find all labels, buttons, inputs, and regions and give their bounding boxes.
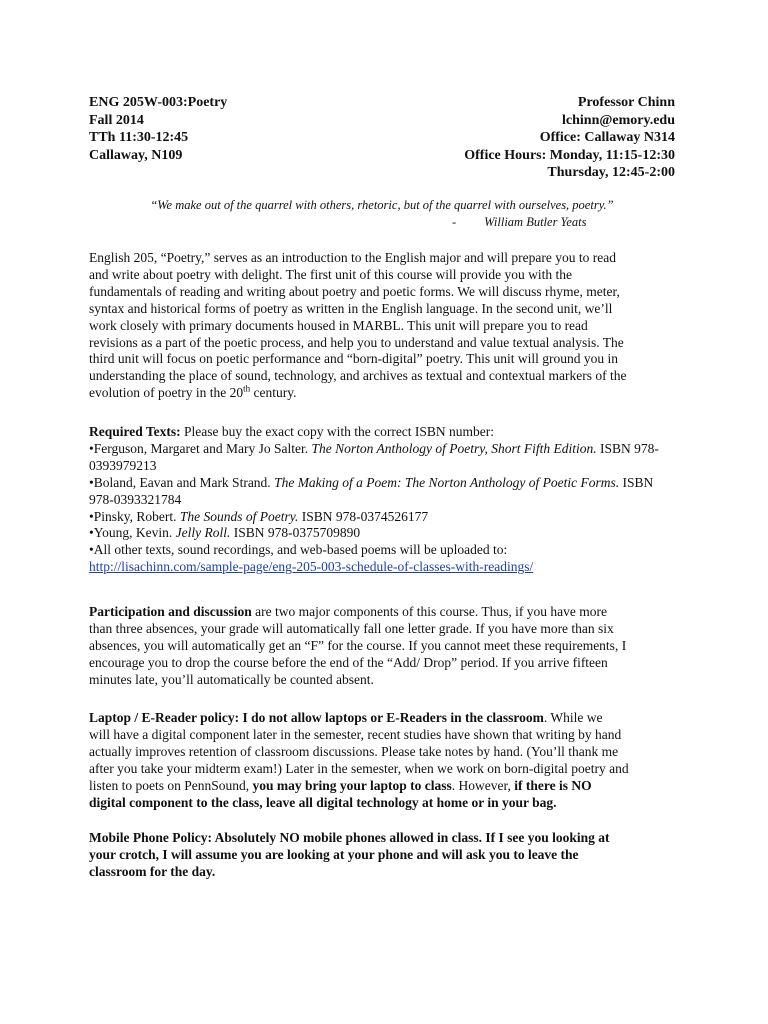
course-time: TTh 11:30-12:45 — [89, 130, 189, 145]
book-isbn: ISBN 978- — [596, 440, 659, 456]
laptop-text: . While we — [543, 710, 603, 725]
book-author: •Boland, Eavan and Mark Strand. — [89, 474, 275, 490]
intro-line — [89, 385, 675, 402]
book-author: •Young, Kevin. — [89, 525, 176, 541]
participation-section — [89, 604, 675, 689]
mobile-policy-text: Mobile Phone Policy: Absolutely NO mobile phones allowed in class. If I see you looking at — [89, 830, 610, 845]
laptop-line — [89, 795, 675, 812]
professor-name: Professor Chinn — [577, 95, 675, 110]
professor-email: lchinn@emory.edu — [562, 112, 675, 128]
laptop-line: after you take your midterm exam!) Later in the semester, when we work on born-digital poetry and — [89, 760, 629, 776]
book-isbn-cont: 0393979213 — [89, 457, 157, 473]
book-entry — [89, 525, 675, 542]
readings-link-line — [89, 559, 675, 576]
laptop-policy-section — [89, 710, 675, 811]
intro-paragraph — [89, 250, 675, 402]
book-author: •Ferguson, Margaret and Mary Jo Salter. — [89, 440, 312, 456]
book-entry — [89, 509, 675, 526]
mobile-policy-text: your crotch, I will assume you are looking at your phone and will ask you to leave the — [89, 846, 579, 862]
readings-link[interactable]: http://lisachinn.com/sample-page/eng-205-003-schedule-of-classes-with-readings/ — [89, 559, 534, 575]
book-title: The Sounds of Poetry. — [179, 508, 299, 524]
book-title: Jelly Roll. — [175, 525, 231, 541]
intro-line: work closely with primary documents housed in MARBL. This unit will prepare you to read — [89, 317, 588, 333]
participation-line: than three absences, your grade will automatically fall one letter grade. If you have more than six — [89, 620, 614, 636]
epigraph-dash: - — [452, 215, 457, 229]
epigraph-text: “We make out of the quarrel with others, rhetoric, but of the quarrel with ourselves, poetry.” — [150, 198, 614, 212]
laptop-rule-2: if there is NO — [514, 777, 592, 793]
laptop-rule-2-cont: digital component to the class, leave all digital technology at home or in your bag. — [89, 794, 557, 810]
laptop-rule: : I do not allow laptops or E-Readers in the classroom — [234, 710, 544, 725]
laptop-line: actually improves retention of classroom discussions. Please take notes by hand. (You’ll thank me — [89, 743, 619, 759]
participation-line — [89, 604, 675, 621]
mobile-line — [89, 864, 675, 881]
mobile-line — [89, 830, 675, 847]
mobile-policy-text: classroom for the day. — [89, 863, 216, 879]
laptop-line — [89, 710, 675, 727]
participation-line: minutes late, you’ll automatically be counted absent. — [89, 671, 374, 687]
intro-line: revisions as a part of the poetic process, and help you to understand and value textual analysis. The — [89, 334, 624, 350]
course-info — [89, 94, 227, 164]
instructor-info — [464, 94, 675, 182]
participation-line: absences, you will automatically get an “F” for the course. If you cannot meet these requirements, I — [89, 637, 627, 653]
book-isbn-cont: 978-0393321784 — [89, 491, 182, 507]
required-texts-section — [89, 424, 675, 576]
epigraph — [89, 197, 675, 231]
book-author: •Pinsky, Robert. — [89, 508, 180, 524]
ordinal-suffix: th — [243, 383, 251, 394]
course-room: Callaway, N109 — [89, 147, 183, 163]
office-hours-monday: Office Hours: Monday, 11:15-12:30 — [464, 147, 675, 163]
required-texts-intro — [89, 424, 675, 441]
intro-line: and write about poetry with delight. The first unit of this course will provide you with the — [89, 266, 573, 282]
intro-line: syntax and historical forms of poetry as written in the English language. In the second unit, we’ll — [89, 300, 613, 316]
office-hours-thursday: Thursday, 12:45-2:00 — [547, 165, 675, 180]
laptop-text: . However, — [451, 777, 515, 793]
laptop-text: listen to poets on PennSound, — [89, 777, 253, 793]
other-texts-note: •All other texts, sound recordings, and web-based poems will be uploaded to: — [89, 542, 508, 558]
intro-line: fundamentals of reading and writing about poetry and poetic forms. We will discuss rhyme, meter, — [89, 283, 620, 299]
book-entry — [89, 441, 675, 458]
intro-line: understanding the place of sound, technology, and archives as textual and contextual markers of the — [89, 368, 627, 384]
epigraph-author: William Butler Yeats — [484, 215, 587, 229]
book-title: The Norton Anthology of Poetry, Short Fifth Edition. — [311, 440, 597, 456]
intro-line: English 205, “Poetry,” serves as an introduction to the English major and will prepare you to read — [89, 250, 616, 265]
epigraph-attribution — [452, 214, 675, 231]
course-code: ENG 205W-003:Poetry — [89, 95, 228, 110]
laptop-heading: Laptop / E-Reader policy — [89, 710, 235, 725]
book-isbn: ISBN 978-0374526177 — [298, 508, 429, 524]
book-title: The Making of a Poem: The Norton Anthology of Poetic Forms. — [274, 474, 620, 490]
intro-last-text: evolution of poetry in the 20 — [89, 385, 244, 401]
laptop-line: will have a digital component later in the semester, recent studies have shown that writing by hand — [89, 726, 622, 742]
laptop-line — [89, 778, 675, 795]
participation-text: are two major components of this course. Thus, if you have more — [251, 604, 607, 619]
office-location: Office: Callaway N314 — [539, 130, 675, 145]
required-texts-lead: Please buy the exact copy with the correct ISBN number: — [180, 424, 495, 439]
laptop-exception: you may bring your laptop to class — [252, 777, 452, 793]
required-texts-heading: Required Texts: — [89, 424, 181, 439]
course-term: Fall 2014 — [89, 112, 144, 128]
intro-last-end: century. — [250, 385, 297, 401]
book-entry — [89, 475, 675, 492]
book-isbn: ISBN — [619, 474, 654, 490]
mobile-line — [89, 847, 675, 864]
intro-line: third unit will focus on poetic performance and “born-digital” poetry. This unit will ground you in — [89, 351, 619, 367]
book-isbn: ISBN 978-0375709890 — [230, 525, 361, 541]
participation-line: encourage you to drop the course before the end of the “Add/ Drop” period. If you arrive fifteen — [89, 654, 608, 670]
mobile-policy-section — [89, 830, 675, 881]
participation-heading: Participation and discussion — [89, 604, 252, 619]
